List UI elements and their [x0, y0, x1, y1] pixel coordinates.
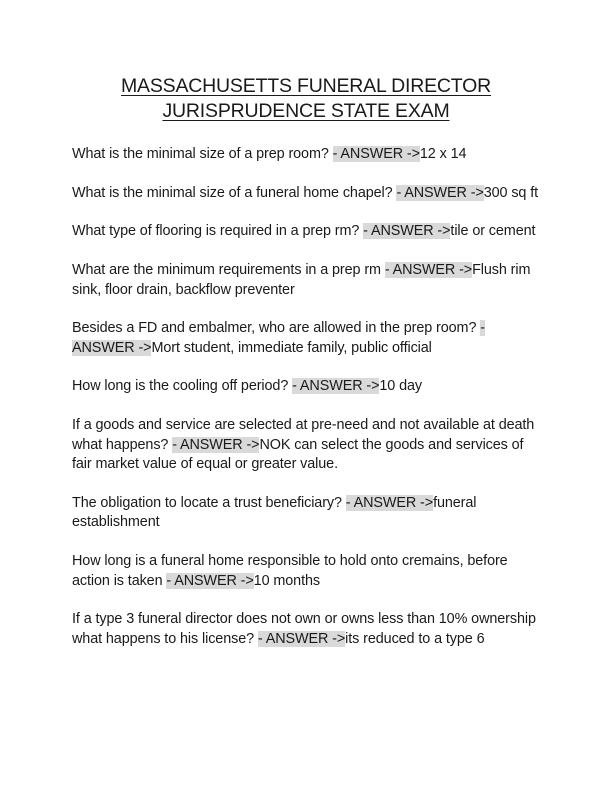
answer-text: tile or cement [450, 223, 536, 240]
answer-text: NOK can select the goods and services of fair market value of equal or greater value. [72, 436, 524, 473]
qa-item [72, 184, 542, 204]
question-text: The obligation to locate a trust beneficiary? [72, 494, 346, 511]
answer-text: Flush rim sink, floor drain, backflow preventer [72, 262, 531, 298]
qa-item [72, 145, 542, 165]
title-line-2: JURISPRUDENCE STATE EXAM [162, 100, 450, 122]
answer-marker: - ANSWER -> [396, 184, 484, 201]
answer-text: its reduced to a type 6 [345, 630, 485, 647]
question-text: What are the minimum requirements in a prep rm [72, 262, 385, 279]
question-text: What is the minimal size of a funeral home chapel? [72, 184, 397, 201]
qa-item [72, 261, 542, 300]
question-text: How long is a funeral home responsible to hold onto cremains, before action is taken [72, 553, 508, 589]
qa-item [72, 610, 542, 649]
answer-marker: - ANSWER -> [166, 572, 254, 589]
question-text: Besides a FD and embalmer, who are allowed in the prep room? [72, 320, 481, 337]
answer-text: 10 months [253, 572, 320, 589]
qa-item [72, 552, 542, 591]
qa-item [72, 416, 542, 475]
title-line-1: MASSACHUSETTS FUNERAL DIRECTOR [121, 75, 491, 97]
qa-list [72, 145, 542, 668]
qa-item [72, 494, 542, 533]
question-text: If a goods and service are selected at pre-need and not available at death what happens? [72, 417, 535, 453]
question-text: How long is the cooling off period? [72, 378, 293, 395]
answer-marker: - ANSWER -> [384, 262, 473, 279]
qa-item [72, 377, 542, 397]
answer-text: 12 x 14 [419, 146, 467, 162]
question-text: What type of flooring is required in a prep rm? [72, 223, 364, 240]
answer-marker: - ANSWER -> [257, 630, 346, 647]
answer-marker: - ANSWER -> [332, 146, 420, 162]
qa-item [72, 222, 542, 242]
answer-marker: - ANSWER -> [72, 320, 485, 356]
answer-text: Mort student, immediate family, public official [151, 339, 432, 356]
document-title [0, 74, 612, 124]
answer-marker: - ANSWER -> [292, 378, 380, 395]
answer-marker: - ANSWER -> [345, 494, 434, 511]
answer-text: 10 day [379, 378, 423, 395]
answer-marker: - ANSWER -> [172, 436, 260, 453]
answer-text: funeral establishment [72, 494, 477, 531]
answer-text: 300 sq ft [483, 184, 539, 201]
qa-item [72, 319, 542, 358]
question-text: What is the minimal size of a prep room? [72, 146, 333, 162]
answer-marker: - ANSWER -> [363, 223, 451, 240]
question-text: If a type 3 funeral director does not own or owns less than 10% ownership what happens to his license? [72, 611, 536, 647]
